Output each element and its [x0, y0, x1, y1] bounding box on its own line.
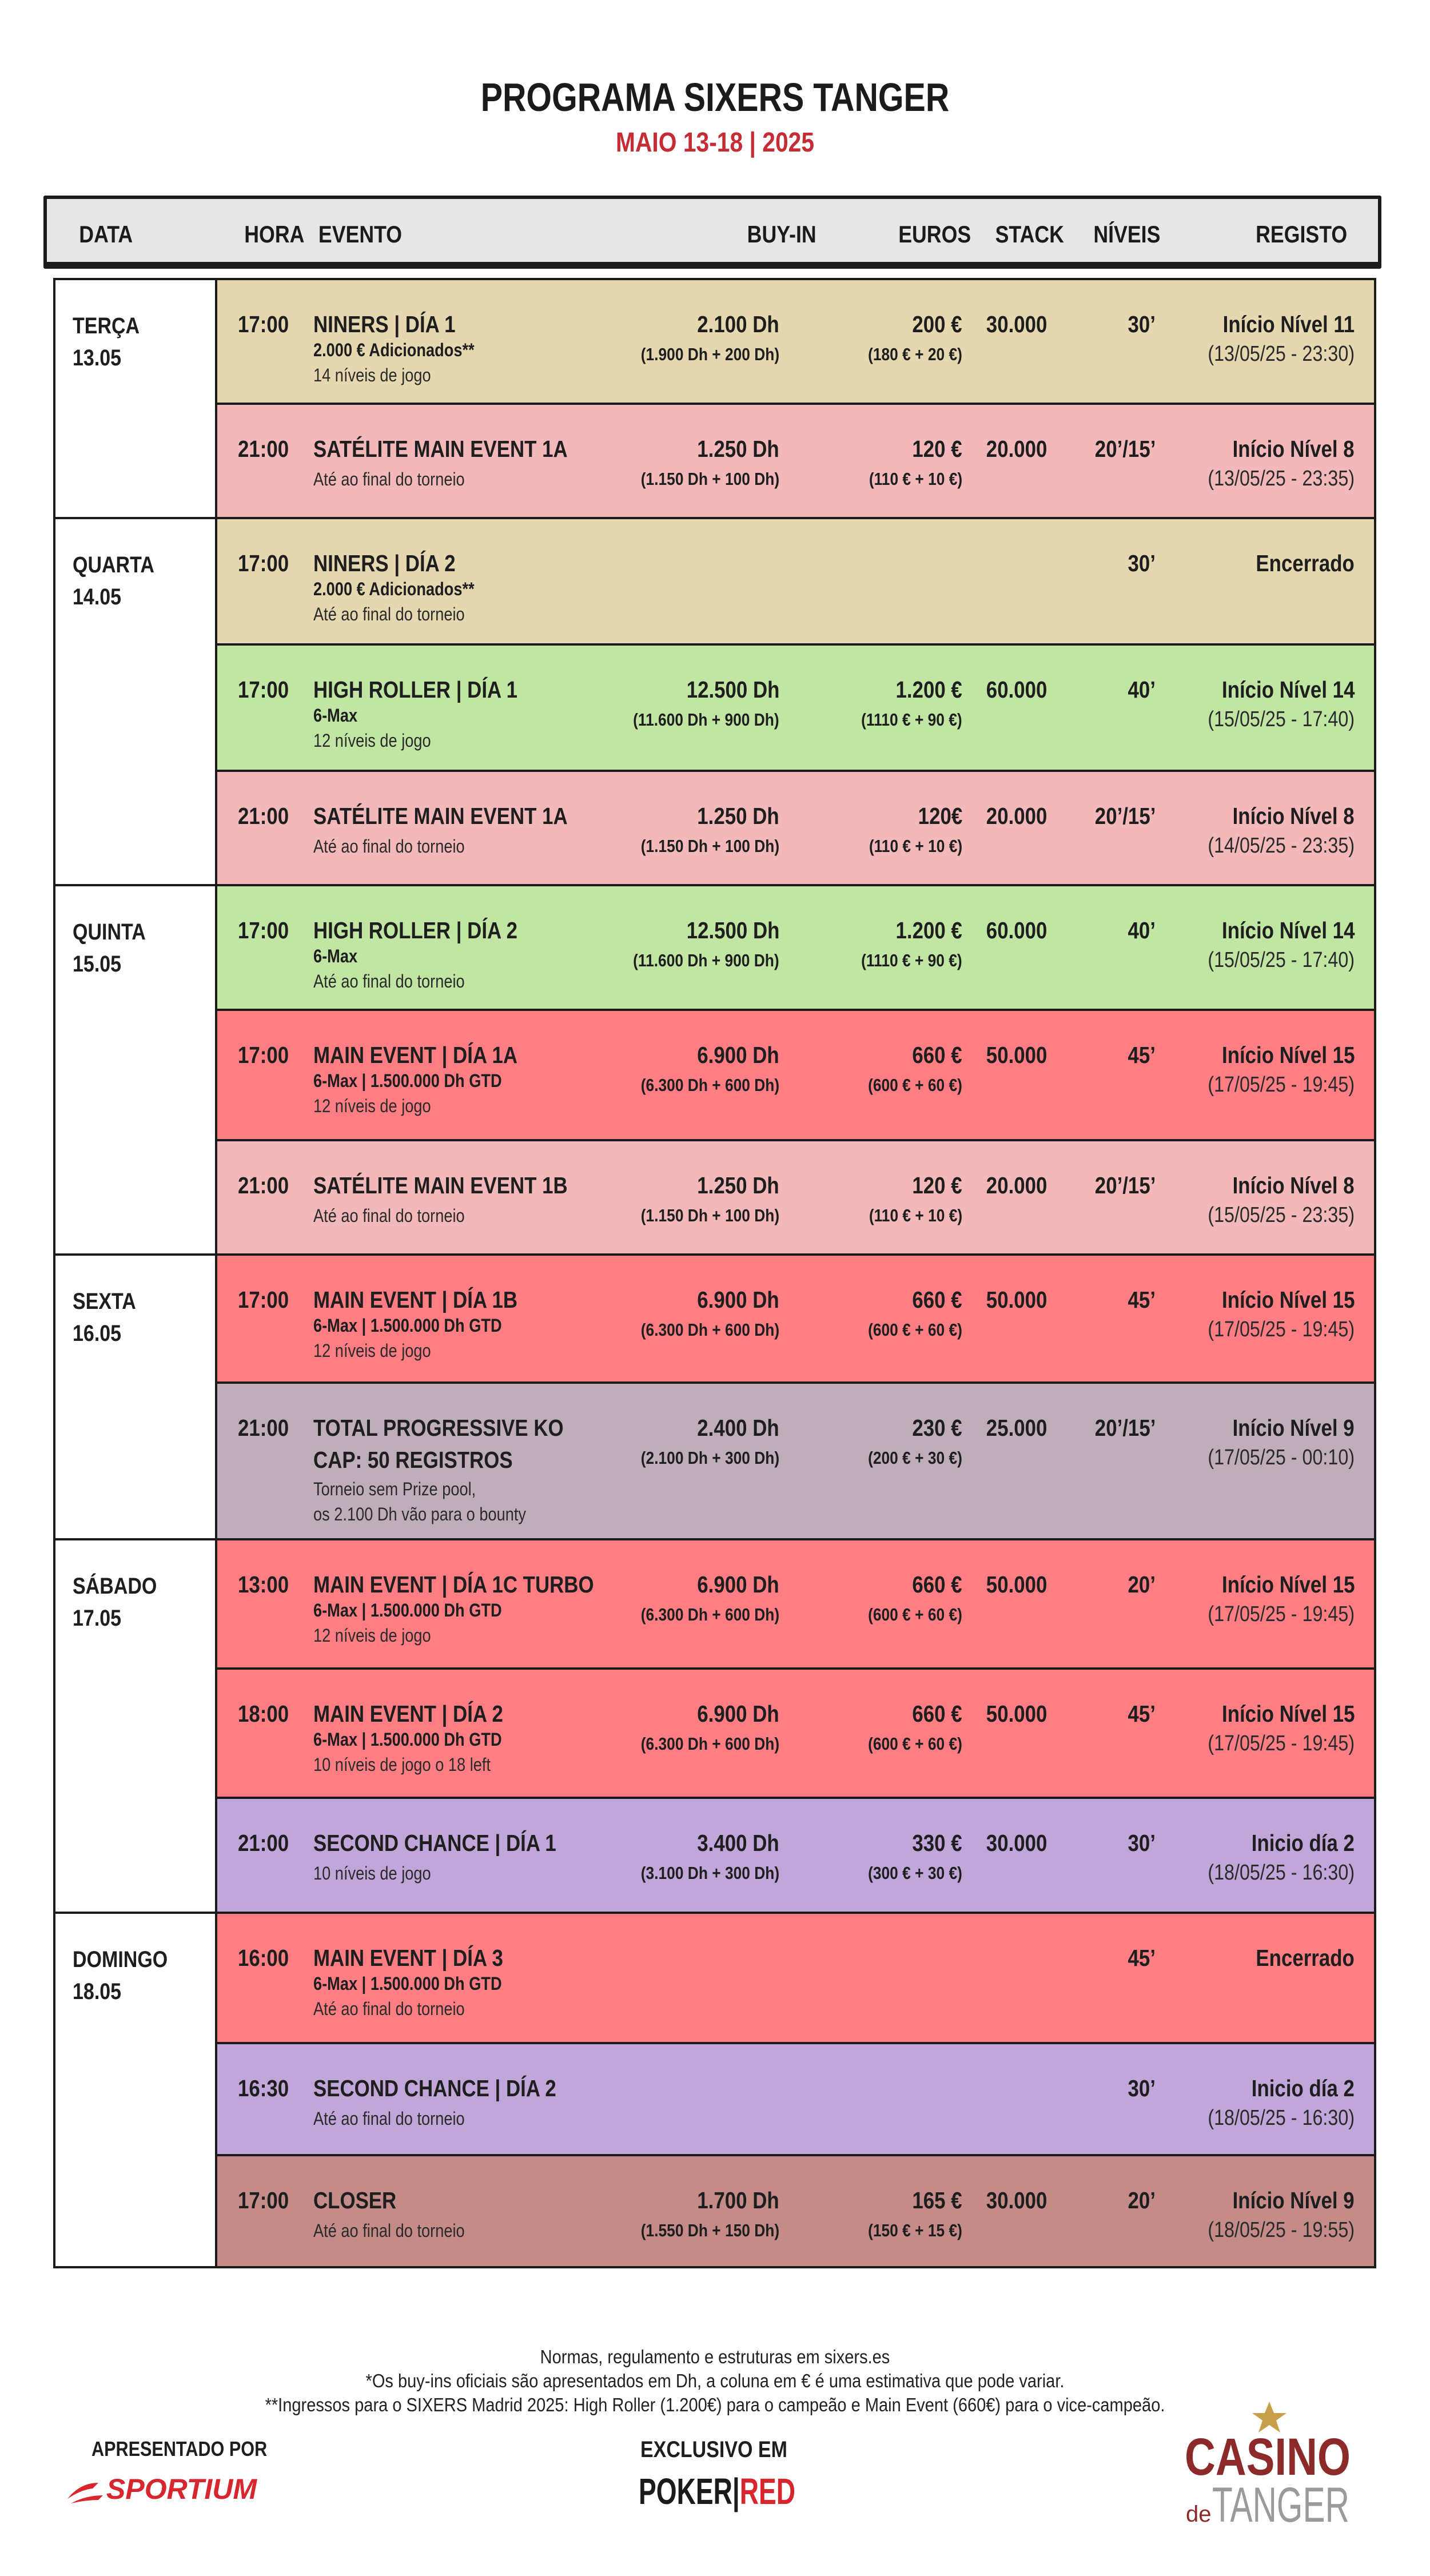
casino-de: de	[1186, 2502, 1212, 2527]
event-row	[215, 1381, 1376, 1540]
event-buyin-detail: (3.100 Dh + 300 Dh)	[640, 1863, 779, 1883]
event-buyin: 12.500 Dh	[686, 917, 779, 943]
event-buyin-detail: (6.300 Dh + 600 Dh)	[640, 1734, 779, 1754]
event-row	[215, 1009, 1376, 1141]
event-registo: Encerrado	[1256, 1945, 1355, 1971]
footer-rules: Normas, regulamento e estruturas em sixers.es	[540, 2346, 890, 2367]
event-euros: 660 €	[912, 1042, 962, 1068]
header-euros: EUROS	[898, 221, 971, 248]
event-buyin-detail: (11.600 Dh + 900 Dh)	[633, 950, 779, 970]
event-stack: 50.000	[986, 1571, 1047, 1598]
header-hora: HORA	[244, 221, 305, 248]
event-note: 12 níveis de jogo	[313, 1096, 431, 1116]
day-date: 16.05	[73, 1321, 122, 1346]
event-euros: 230 €	[912, 1415, 962, 1441]
event-name: NINERS | DÍA 1	[313, 311, 456, 337]
event-note: 12 níveis de jogo	[313, 730, 431, 751]
event-registo-detail: (15/05/25 - 17:40)	[1208, 707, 1355, 731]
event-registo-detail: (17/05/25 - 19:45)	[1208, 1731, 1355, 1755]
event-stack: 50.000	[986, 1287, 1047, 1313]
casino-wordmark: CASINO	[1185, 2428, 1351, 2486]
header-registo: REGISTO	[1256, 221, 1348, 248]
event-euros: 660 €	[912, 1571, 962, 1598]
event-row	[215, 1912, 1376, 2044]
event-name: MAIN EVENT | DÍA 1B	[313, 1287, 517, 1313]
day-date: 18.05	[73, 1979, 122, 2004]
event-buyin-detail: (1.150 Dh + 100 Dh)	[640, 469, 779, 489]
day-name: QUARTA	[73, 552, 154, 578]
event-niveis: 45’	[1128, 1701, 1156, 1727]
event-time: 17:00	[238, 311, 289, 337]
event-registo-detail: (13/05/25 - 23:35)	[1208, 467, 1355, 491]
event-subtitle: 6-Max | 1.500.000 Dh GTD	[313, 1315, 502, 1336]
event-buyin: 6.900 Dh	[697, 1571, 779, 1598]
header-evento: EVENTO	[318, 221, 403, 248]
event-euros: 660 €	[912, 1287, 962, 1313]
event-registo: Início Nível 15	[1221, 1701, 1355, 1727]
event-buyin: 6.900 Dh	[697, 1701, 779, 1727]
casino-tanger: TANGER	[1212, 2478, 1349, 2533]
event-subtitle: 6-Max | 1.500.000 Dh GTD	[313, 1729, 502, 1750]
event-registo-detail: (13/05/25 - 23:30)	[1208, 342, 1355, 366]
event-niveis: 40’	[1128, 917, 1156, 943]
event-note: 10 níveis de jogo o 18 left	[313, 1754, 491, 1775]
event-row	[215, 1797, 1376, 1914]
event-subtitle: 2.000 € Adicionados**	[313, 340, 475, 360]
event-buyin-detail: (11.600 Dh + 900 Dh)	[633, 710, 779, 730]
event-row	[215, 1538, 1376, 1670]
event-registo-detail: (17/05/25 - 19:45)	[1208, 1602, 1355, 1626]
event-niveis: 20’	[1128, 1571, 1156, 1598]
event-euros: 120€	[918, 803, 962, 829]
event-registo-detail: (15/05/25 - 17:40)	[1208, 948, 1355, 972]
event-name: HIGH ROLLER | DÍA 1	[313, 676, 517, 703]
event-buyin: 2.100 Dh	[697, 311, 779, 337]
event-niveis: 30’	[1128, 1830, 1156, 1856]
event-registo-detail: (15/05/25 - 23:35)	[1208, 1203, 1355, 1227]
event-buyin-detail: (1.550 Dh + 150 Dh)	[640, 2220, 779, 2240]
event-registo: Inicio día 2	[1251, 2075, 1355, 2101]
event-note: 12 níveis de jogo	[313, 1625, 431, 1646]
event-time: 16:00	[238, 1945, 289, 1971]
day-date: 17.05	[73, 1606, 122, 1631]
day-date: 15.05	[73, 951, 122, 977]
event-niveis: 20’/15’	[1094, 436, 1156, 462]
event-registo-detail: (18/05/25 - 19:55)	[1208, 2218, 1355, 2242]
day-name: TERÇA	[73, 313, 140, 339]
event-euros: 330 €	[912, 1830, 962, 1856]
sportium-logo	[63, 2466, 269, 2511]
event-stack: 20.000	[986, 1172, 1047, 1199]
event-niveis: 45’	[1128, 1042, 1156, 1068]
event-buyin: 1.250 Dh	[697, 803, 779, 829]
event-registo-detail: (14/05/25 - 23:35)	[1208, 834, 1355, 858]
event-stack: 30.000	[986, 311, 1047, 337]
event-name: SECOND CHANCE | DÍA 2	[313, 2075, 556, 2101]
event-registo-detail: (17/05/25 - 19:45)	[1208, 1073, 1355, 1097]
event-euros-detail: (110 € + 10 €)	[869, 469, 962, 489]
event-niveis: 40’	[1128, 676, 1156, 703]
event-subtitle: 6-Max | 1.500.000 Dh GTD	[313, 1973, 502, 1994]
event-buyin-detail: (1.900 Dh + 200 Dh)	[640, 344, 779, 364]
event-note: 10 níveis de jogo	[313, 1863, 431, 1884]
event-niveis: 30’	[1128, 311, 1156, 337]
event-time: 18:00	[238, 1701, 289, 1727]
event-name: SATÉLITE MAIN EVENT 1B	[313, 1172, 568, 1199]
event-buyin: 1.700 Dh	[697, 2187, 779, 2213]
event-registo-detail: (18/05/25 - 16:30)	[1208, 2106, 1355, 2130]
event-note: Até ao final do torneio	[313, 971, 465, 992]
event-buyin: 6.900 Dh	[697, 1287, 779, 1313]
event-time: 21:00	[238, 436, 289, 462]
event-row	[215, 517, 1376, 646]
header-buyin: BUY-IN	[747, 221, 816, 248]
event-name: SATÉLITE MAIN EVENT 1A	[313, 436, 568, 462]
event-stack: 20.000	[986, 436, 1047, 462]
event-euros: 120 €	[912, 436, 962, 462]
event-subtitle: 6-Max | 1.500.000 Dh GTD	[313, 1070, 502, 1091]
event-row	[215, 278, 1376, 405]
event-note: Até ao final do torneio	[313, 2108, 465, 2129]
day-name: SÁBADO	[73, 1574, 157, 1599]
event-name: TOTAL PROGRESSIVE KO	[313, 1415, 564, 1441]
event-euros-detail: (1110 € + 90 €)	[861, 950, 962, 970]
page-subtitle: MAIO 13-18 | 2025	[615, 128, 815, 158]
day-date: 14.05	[73, 584, 122, 610]
event-buyin-detail: (6.300 Dh + 600 Dh)	[640, 1075, 779, 1095]
event-buyin-detail: (2.100 Dh + 300 Dh)	[640, 1448, 779, 1468]
header-stack: STACK	[995, 221, 1064, 248]
event-euros-detail: (300 € + 30 €)	[868, 1863, 962, 1883]
event-row	[215, 1667, 1376, 1799]
event-note: Torneio sem Prize pool,	[313, 1479, 476, 1499]
pokerred-red: RED	[739, 2471, 796, 2512]
event-euros-detail: (600 € + 60 €)	[868, 1734, 962, 1754]
event-name: NINERS | DÍA 2	[313, 550, 456, 576]
event-euros-detail: (200 € + 30 €)	[868, 1448, 962, 1468]
event-note: Até ao final do torneio	[313, 1998, 465, 2019]
day-cell	[53, 1912, 217, 2268]
header-data: DATA	[79, 221, 133, 248]
event-buyin: 12.500 Dh	[686, 676, 779, 703]
event-note: 12 níveis de jogo	[313, 1340, 431, 1361]
event-time: 17:00	[238, 2187, 289, 2213]
event-name: HIGH ROLLER | DÍA 2	[313, 917, 517, 943]
event-euros: 200 €	[912, 311, 962, 337]
event-time: 21:00	[238, 1172, 289, 1199]
days-column	[53, 278, 217, 2317]
event-name: MAIN EVENT | DÍA 1C TURBO	[313, 1571, 594, 1598]
event-euros-detail: (110 € + 10 €)	[869, 836, 962, 856]
footer-note-1: *Os buy-ins oficiais são apresentados em Dh, a coluna em € é uma estimativa que pode variar.	[365, 2370, 1065, 2391]
event-stack: 50.000	[986, 1042, 1047, 1068]
day-label	[73, 549, 154, 613]
event-registo: Encerrado	[1256, 550, 1355, 576]
event-stack: 30.000	[986, 2187, 1047, 2213]
event-registo: Início Nível 14	[1221, 676, 1355, 703]
event-time: 21:00	[238, 1415, 289, 1441]
event-euros: 165 €	[912, 2187, 962, 2213]
event-buyin-detail: (6.300 Dh + 600 Dh)	[640, 1604, 779, 1625]
event-row	[215, 770, 1376, 886]
event-buyin: 1.250 Dh	[697, 436, 779, 462]
table-header	[43, 196, 1381, 269]
event-buyin-detail: (1.150 Dh + 100 Dh)	[640, 836, 779, 856]
event-note: Até ao final do torneio	[313, 604, 465, 624]
event-time: 17:00	[238, 550, 289, 576]
event-niveis: 45’	[1128, 1287, 1156, 1313]
pokerred-poker: POKER	[639, 2471, 732, 2512]
event-buyin: 2.400 Dh	[697, 1415, 779, 1441]
event-euros: 1.200 €	[895, 676, 962, 703]
event-euros-detail: (1110 € + 90 €)	[861, 710, 962, 730]
event-registo-detail: (18/05/25 - 16:30)	[1208, 1861, 1355, 1885]
event-niveis: 20’/15’	[1094, 1415, 1156, 1441]
event-time: 17:00	[238, 917, 289, 943]
header-niveis: NÍVEIS	[1093, 221, 1161, 248]
day-cell	[53, 278, 217, 519]
event-buyin: 1.250 Dh	[697, 1172, 779, 1199]
day-cell	[53, 517, 217, 886]
event-stack: 60.000	[986, 917, 1047, 943]
event-time: 16:30	[238, 2075, 289, 2101]
presented-by-label: APRESENTADO POR	[91, 2437, 268, 2460]
event-row	[215, 884, 1376, 1011]
event-time: 21:00	[238, 803, 289, 829]
day-name: SEXTA	[73, 1289, 136, 1314]
event-time: 17:00	[238, 1042, 289, 1068]
event-niveis: 30’	[1128, 550, 1156, 576]
event-euros-detail: (600 € + 60 €)	[868, 1604, 962, 1625]
event-note: Até ao final do torneio	[313, 469, 465, 489]
pokerred-logo: POKER|RED	[639, 2471, 796, 2512]
event-registo-detail: (17/05/25 - 19:45)	[1208, 1317, 1355, 1341]
event-euros: 660 €	[912, 1701, 962, 1727]
day-cell	[53, 884, 217, 1256]
page-title: PROGRAMA SIXERS TANGER	[480, 75, 950, 120]
event-stack: 60.000	[986, 676, 1047, 703]
event-niveis: 30’	[1128, 2075, 1156, 2101]
day-cell	[53, 1253, 217, 1540]
event-euros: 120 €	[912, 1172, 962, 1199]
event-registo: Início Nível 15	[1221, 1042, 1355, 1068]
event-name: SATÉLITE MAIN EVENT 1A	[313, 803, 568, 829]
event-row	[215, 1139, 1376, 1256]
event-row	[215, 403, 1376, 519]
event-stack: 50.000	[986, 1701, 1047, 1727]
event-niveis: 45’	[1128, 1945, 1156, 1971]
event-time: 17:00	[238, 676, 289, 703]
day-label	[73, 916, 146, 980]
event-name: SECOND CHANCE | DÍA 1	[313, 1830, 556, 1856]
event-registo: Início Nível 11	[1222, 311, 1355, 337]
day-name: DOMINGO	[73, 1947, 168, 1972]
event-registo: Início Nível 15	[1221, 1287, 1355, 1313]
event-note-line-2: os 2.100 Dh vão para o bounty	[313, 1504, 526, 1524]
event-euros-detail: (110 € + 10 €)	[869, 1205, 962, 1225]
event-registo: Início Nível 8	[1232, 803, 1355, 829]
event-euros-detail: (600 € + 60 €)	[868, 1320, 962, 1340]
event-name: CLOSER	[313, 2187, 397, 2213]
event-note: Até ao final do torneio	[313, 2220, 465, 2241]
event-row	[215, 2042, 1376, 2156]
event-row	[215, 643, 1376, 772]
event-registo: Início Nível 8	[1232, 1172, 1355, 1199]
event-stack: 25.000	[986, 1415, 1047, 1441]
event-stack: 20.000	[986, 803, 1047, 829]
event-stack: 30.000	[986, 1830, 1047, 1856]
event-euros-detail: (600 € + 60 €)	[868, 1075, 962, 1095]
event-registo: Início Nível 15	[1221, 1571, 1355, 1598]
event-name: MAIN EVENT | DÍA 2	[313, 1701, 503, 1727]
event-note: Até ao final do torneio	[313, 1205, 465, 1226]
event-buyin-detail: (6.300 Dh + 600 Dh)	[640, 1320, 779, 1340]
event-time: 17:00	[238, 1287, 289, 1313]
day-label	[73, 310, 140, 374]
event-subtitle: 6-Max	[313, 946, 358, 966]
day-cell	[53, 1538, 217, 1914]
event-subtitle: 6-Max	[313, 705, 358, 726]
day-label	[73, 1285, 136, 1349]
event-buyin-detail: (1.150 Dh + 100 Dh)	[640, 1205, 779, 1225]
event-note: Até ao final do torneio	[313, 836, 465, 857]
event-registo: Inicio día 2	[1251, 1830, 1355, 1856]
event-niveis: 20’/15’	[1094, 803, 1156, 829]
day-label	[73, 1944, 168, 2008]
day-date: 13.05	[73, 345, 122, 371]
event-buyin: 6.900 Dh	[697, 1042, 779, 1068]
event-time: 13:00	[238, 1571, 289, 1598]
event-row	[215, 2154, 1376, 2268]
event-subtitle: 2.000 € Adicionados**	[313, 579, 475, 599]
event-euros: 1.200 €	[895, 917, 962, 943]
day-label	[73, 1570, 157, 1634]
event-euros-detail: (150 € + 15 €)	[868, 2220, 962, 2240]
footer-note-2: **Ingressos para o SIXERS Madrid 2025: High Roller (1.200€) para o campeão e Main Event (660€) para o vice-campeão.	[265, 2394, 1165, 2415]
day-name: QUINTA	[73, 919, 146, 945]
casino-de-tanger-logo	[1172, 2402, 1355, 2539]
event-time: 21:00	[238, 1830, 289, 1856]
event-note: 14 níveis de jogo	[313, 365, 431, 385]
event-euros-detail: (180 € + 20 €)	[868, 344, 962, 364]
exclusive-label: EXCLUSIVO EM	[640, 2437, 787, 2462]
event-niveis: 20’	[1128, 2187, 1156, 2213]
event-registo: Início Nível 9	[1232, 1415, 1355, 1441]
event-subtitle: 6-Max | 1.500.000 Dh GTD	[313, 1600, 502, 1621]
event-niveis: 20’/15’	[1094, 1172, 1156, 1199]
event-buyin: 3.400 Dh	[697, 1830, 779, 1856]
event-registo: Início Nível 14	[1221, 917, 1355, 943]
event-name-line-2: CAP: 50 REGISTROS	[313, 1447, 513, 1473]
event-name: MAIN EVENT | DÍA 1A	[313, 1042, 517, 1068]
event-registo: Início Nível 9	[1232, 2187, 1355, 2213]
event-name: MAIN EVENT | DÍA 3	[313, 1945, 503, 1971]
sportium-wordmark: SPORTIUM	[106, 2473, 257, 2505]
event-row	[215, 1253, 1376, 1384]
event-registo: Início Nível 8	[1232, 436, 1355, 462]
event-registo-detail: (17/05/25 - 00:10)	[1208, 1446, 1355, 1470]
